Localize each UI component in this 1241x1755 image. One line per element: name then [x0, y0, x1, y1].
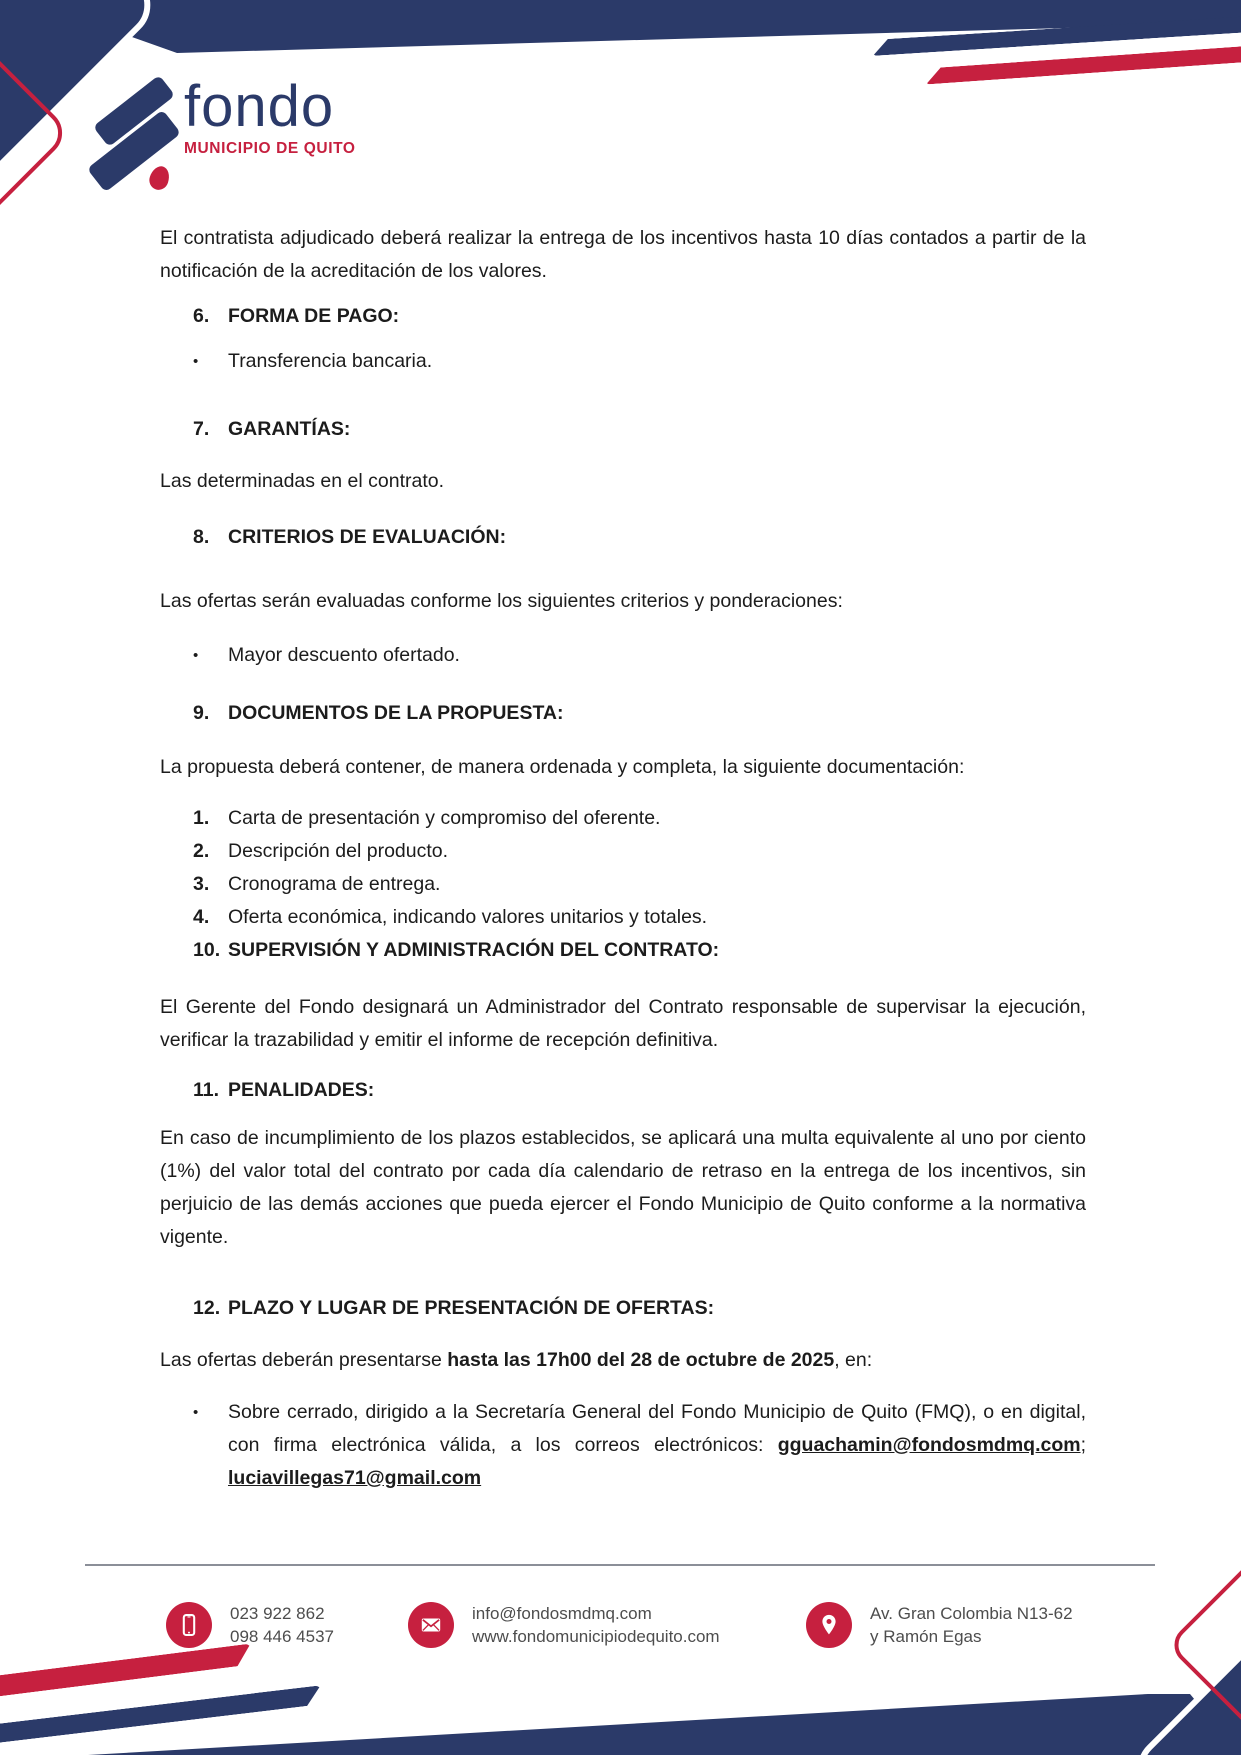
footer-address-contact	[806, 1602, 1073, 1648]
address-line-2: y Ramón Egas	[870, 1627, 982, 1646]
logo-subtitle-text: MUNICIPIO DE QUITO	[184, 140, 356, 157]
email-icon	[408, 1602, 454, 1648]
section-12-intro: Las ofertas deberán presentarse hasta las 17h00 del 28 de octubre de 2025, en:	[160, 1349, 873, 1371]
list-item: 1. Carta de presentación y compromiso del oferente.	[193, 807, 661, 829]
footer-email-address: info@fondosmdmq.com	[472, 1604, 652, 1623]
proposal-documents-list	[160, 802, 1086, 934]
section-heading-8: 8. CRITERIOS DE EVALUACIÓN:	[193, 526, 507, 548]
document-content	[160, 222, 1086, 1495]
bottom-left-navy-stripe	[0, 1685, 323, 1744]
bullet-icon: •	[193, 647, 199, 664]
bullet-icon: •	[193, 353, 199, 370]
list-item: 4. Oferta económica, indicando valores unitarios y totales.	[193, 906, 708, 928]
top-right-red-stripe	[925, 46, 1241, 85]
section-7-text: Las determinadas en el contrato.	[160, 470, 445, 492]
section-10-text: El Gerente del Fondo designará un Administrador del Contrato responsable de supervisar la ejecución, verificar la trazabilidad y emitir el informe de recepción definitiva.	[160, 996, 1086, 1051]
section-11-text: En caso de incumplimiento de los plazos establecidos, se aplicará una multa equivalente al uno por ciento (1%) del valor total del contrato por cada día calendario de retraso en la entrega de los incentivos, sin perjuicio de las demás acciones que pueda ejercer el Fondo Municipio de Quito conforme a la normativa vigente.	[160, 1127, 1086, 1248]
footer-phone-contact	[166, 1602, 334, 1648]
phone-number-2: 098 446 4537	[230, 1627, 334, 1646]
fondo-logo	[88, 70, 356, 192]
email-link-gguachamin[interactable]: gguachamin@fondosmdmq.com	[777, 1434, 1081, 1456]
fondo-logo-icon	[88, 70, 184, 192]
list-item: 2. Descripción del producto.	[193, 840, 449, 862]
footer-website: www.fondomunicipiodequito.com	[472, 1627, 720, 1646]
section-8-text: Las ofertas serán evaluadas conforme los siguientes criterios y ponderaciones:	[160, 590, 843, 612]
address-line-1: Av. Gran Colombia N13-62	[870, 1604, 1073, 1623]
bottom-left-red-stripe	[0, 1643, 253, 1697]
deadline-text: hasta las 17h00 del 28 de octubre de 2025	[447, 1349, 835, 1371]
phone-icon	[166, 1602, 212, 1648]
section-9-text: La propuesta deberá contener, de manera ordenada y completa, la siguiente documentación:	[160, 756, 965, 778]
list-item: • Sobre cerrado, dirigido a la Secretaría General del Fondo Municipio de Quito (FMQ), o en digital, con firma electrónica válida, a los correos electrónicos: gguachamin@fondosmdmq.com; luciavillegas71@gmail.com	[160, 1396, 1086, 1495]
section-heading-12: 12. PLAZO Y LUGAR DE PRESENTACIÓN DE OFERTAS:	[193, 1297, 715, 1319]
location-icon	[806, 1602, 852, 1648]
list-item: • Mayor descuento ofertado.	[160, 639, 1086, 672]
phone-number-1: 023 922 862	[230, 1604, 325, 1623]
list-item: 3. Cronograma de entrega.	[193, 873, 441, 895]
intro-paragraph: El contratista adjudicado deberá realizar la entrega de los incentivos hasta 10 días contados a partir de la notificación de la acreditación de los valores.	[160, 227, 1086, 282]
section-heading-6: 6. FORMA DE PAGO:	[193, 305, 400, 327]
section-heading-7: 7. GARANTÍAS:	[193, 418, 351, 440]
footer-divider	[85, 1564, 1155, 1566]
section-heading-10: 10. SUPERVISIÓN Y ADMINISTRACIÓN DEL CONTRATO:	[193, 939, 720, 961]
section-heading-11: 11. PENALIDADES:	[193, 1079, 375, 1101]
email-link-luciavillegas[interactable]: luciavillegas71@gmail.com	[228, 1467, 482, 1489]
logo-brand-text: fondo	[184, 74, 335, 139]
list-item: • Transferencia bancaria.	[160, 345, 1086, 378]
bullet-icon: •	[193, 1404, 199, 1421]
section-heading-9: 9. DOCUMENTOS DE LA PROPUESTA:	[193, 702, 564, 724]
footer-email-contact	[408, 1602, 720, 1648]
